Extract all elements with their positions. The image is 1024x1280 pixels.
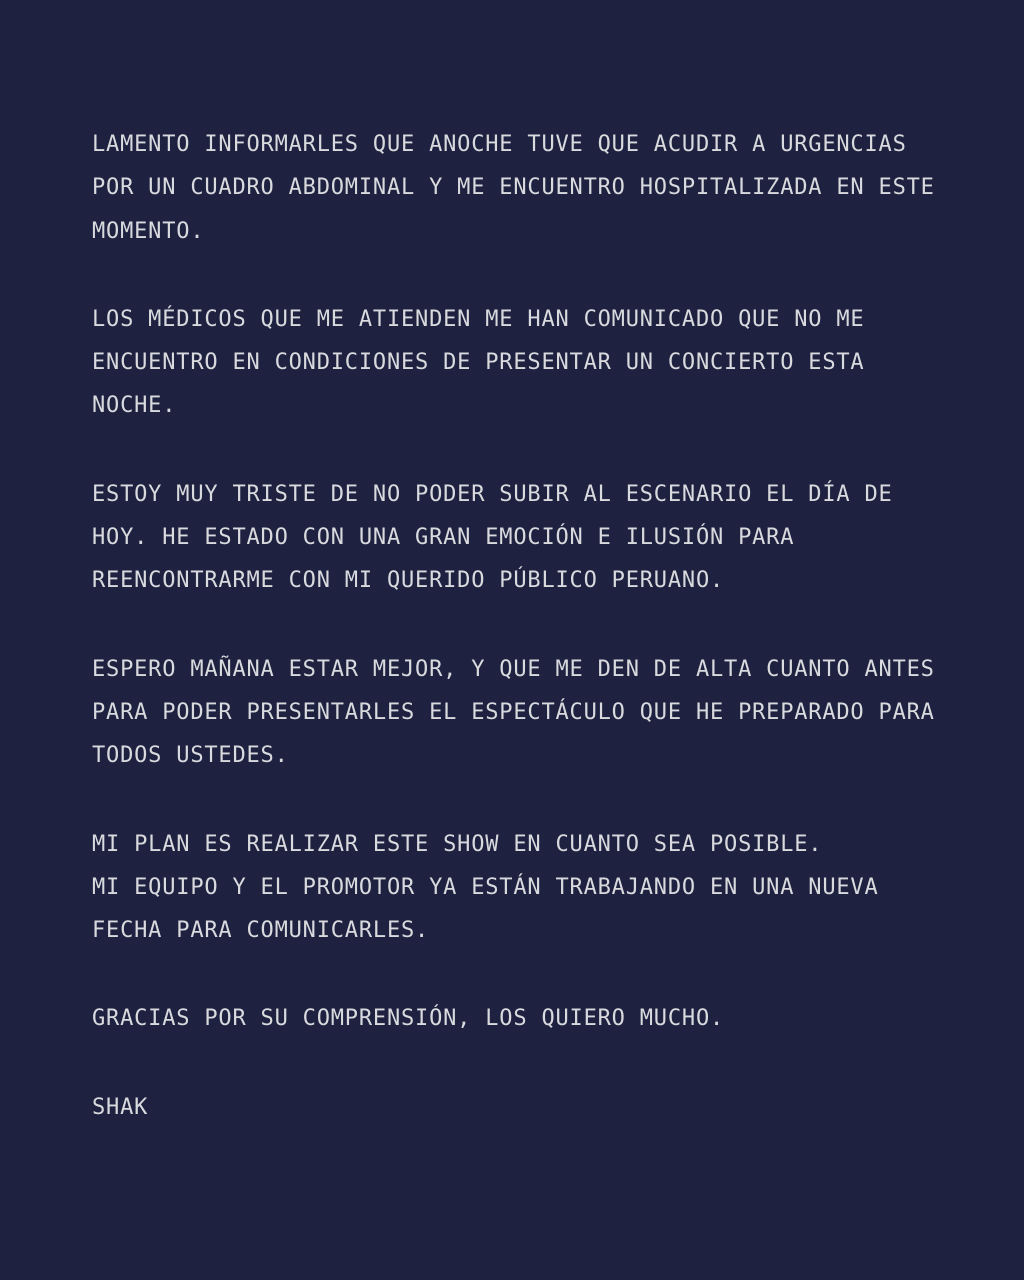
statement-line: TODOS USTEDES. xyxy=(92,743,289,769)
statement-paragraph xyxy=(92,823,954,953)
statement-line: MOMENTO. xyxy=(92,218,205,244)
signature-text: SHAK xyxy=(92,1094,149,1120)
statement-paragraph xyxy=(92,298,954,428)
statement-line: MI EQUIPO Y EL PROMOTOR YA ESTÁN TRABAJANDO EN UNA NUEVA xyxy=(92,874,879,900)
statement-paragraph xyxy=(92,123,954,253)
statement-line: MI PLAN ES REALIZAR ESTE SHOW EN CUANTO SEA POSIBLE. xyxy=(92,831,823,857)
statement-line: ESTOY MUY TRISTE DE NO PODER SUBIR AL ESCENARIO EL DÍA DE xyxy=(92,481,893,507)
statement-line: NOCHE. xyxy=(92,393,177,419)
statement-line: GRACIAS POR SU COMPRENSIÓN, LOS QUIERO MUCHO. xyxy=(92,1006,725,1032)
statement-line: ENCUENTRO EN CONDICIONES DE PRESENTAR UN CONCIERTO ESTA xyxy=(92,350,865,376)
signature xyxy=(92,1086,954,1129)
statement-line: LOS MÉDICOS QUE ME ATIENDEN ME HAN COMUNICADO QUE NO ME xyxy=(92,306,865,332)
statement-line: HOY. HE ESTADO CON UNA GRAN EMOCIÓN E ILUSIÓN PARA xyxy=(92,525,795,551)
statement-line: REENCONTRARME CON MI QUERIDO PÚBLICO PERUANO. xyxy=(92,568,725,594)
statement-line: POR UN CUADRO ABDOMINAL Y ME ENCUENTRO HOSPITALIZADA EN ESTE xyxy=(92,175,935,201)
statement-paragraph xyxy=(92,648,954,778)
statement-line: PARA PODER PRESENTARLES EL ESPECTÁCULO QUE HE PREPARADO PARA xyxy=(92,699,935,725)
statement-paragraph xyxy=(92,473,954,603)
statement-line: ESPERO MAÑANA ESTAR MEJOR, Y QUE ME DEN DE ALTA CUANTO ANTES xyxy=(92,656,935,682)
statement-line: FECHA PARA COMUNICARLES. xyxy=(92,918,430,944)
statement-line: LAMENTO INFORMARLES QUE ANOCHE TUVE QUE ACUDIR A URGENCIAS xyxy=(92,132,907,157)
statement-paragraph xyxy=(92,997,954,1040)
